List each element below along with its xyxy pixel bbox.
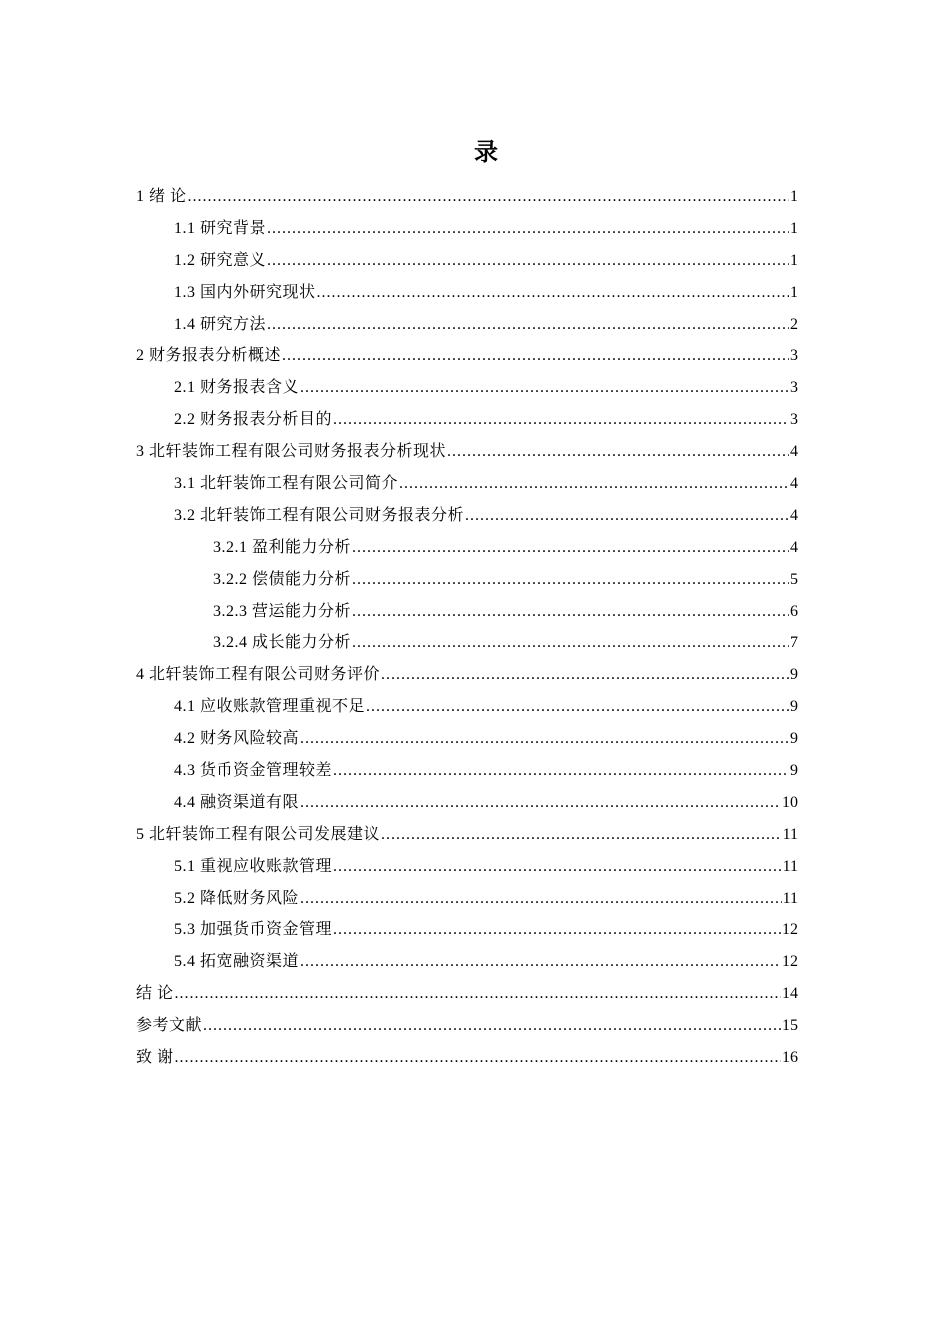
toc-entry[interactable] [136,309,798,341]
toc-entry-page-number: 3 [790,347,798,365]
toc-entry[interactable] [136,691,798,723]
toc-entry[interactable] [136,532,798,564]
page-title: 录 [474,138,498,166]
toc-entry[interactable] [136,819,798,851]
dot-leader [300,787,781,819]
dot-leader [300,883,782,915]
toc-entry-label: 1 绪 论 [136,188,187,205]
toc-entry-page-number: 9 [790,730,798,748]
toc-entry-page-number: 1 [790,283,798,301]
dot-leader [282,340,789,372]
toc-entry-label: 3.2.2 偿债能力分析 [213,570,352,588]
dot-leader [333,914,781,946]
toc-entry-page-number: 12 [782,953,798,971]
toc-entry-label: 参考文献 [136,1017,203,1035]
toc-entry-page-number: 4 [790,538,798,556]
toc-entry-page-number: 9 [790,698,798,716]
toc-entry[interactable] [136,245,798,277]
toc-entry-label: 2.1 财务报表含义 [174,379,300,397]
dot-leader [175,978,781,1010]
toc-entry-page-number: 1 [790,251,798,269]
toc-entry[interactable] [136,468,798,500]
dot-leader [188,181,789,213]
toc-entry-page-number: 5 [790,570,798,588]
toc-entry-page-number: 11 [782,857,798,875]
toc-entry[interactable] [136,340,798,372]
toc-entry[interactable] [136,1010,798,1042]
toc-entry[interactable] [136,914,798,946]
toc-entry-page-number: 11 [782,889,798,907]
toc-entry[interactable] [136,564,798,596]
toc-entry-label: 4.3 货币资金管理较差 [174,762,333,780]
toc-entry-label: 3.2 北轩装饰工程有限公司财务报表分析 [174,506,465,524]
dot-leader [300,723,789,755]
dot-leader [381,819,782,851]
dot-leader [381,659,789,691]
dot-leader [352,532,789,564]
table-of-contents [136,181,798,1074]
toc-entry-page-number: 4 [790,506,798,524]
dot-leader [447,436,789,468]
toc-entry[interactable] [136,787,798,819]
toc-entry[interactable] [136,946,798,978]
toc-entry-page-number: 14 [782,985,798,1003]
toc-entry-label: 4.4 融资渠道有限 [174,793,300,811]
toc-entry-label: 4 北轩装饰工程有限公司财务评价 [136,666,381,684]
toc-entry-page-number: 9 [790,762,798,780]
dot-leader [399,468,789,500]
toc-entry-page-number: 3 [790,379,798,397]
toc-entry-label: 5.3 加强货币资金管理 [174,921,333,939]
toc-entry-label: 3 北轩装饰工程有限公司财务报表分析现状 [136,443,447,461]
toc-entry-label: 3.2.1 盈利能力分析 [213,538,352,556]
toc-entry-label: 5.4 拓宽融资渠道 [174,953,300,971]
toc-entry-label: 4.2 财务风险较高 [174,730,300,748]
toc-entry-label: 1.3 国内外研究现状 [174,283,316,301]
toc-entry-page-number: 9 [790,666,798,684]
toc-entry-page-number: 2 [790,315,798,333]
toc-entry-page-number: 10 [782,793,798,811]
toc-entry[interactable] [136,1042,798,1074]
dot-leader [333,404,789,436]
dot-leader [352,596,789,628]
toc-entry-label: 2.2 财务报表分析目的 [174,411,333,429]
dot-leader [203,1010,781,1042]
toc-entry-page-number: 11 [782,825,798,843]
toc-entry-label: 致 谢 [136,1049,174,1067]
toc-entry-page-number: 1 [790,219,798,237]
toc-entry[interactable] [136,596,798,628]
toc-entry-page-number: 3 [790,411,798,429]
toc-entry-label: 5.1 重视应收账款管理 [174,857,333,875]
toc-entry-page-number: 6 [790,602,798,620]
dot-leader [175,1042,781,1074]
dot-leader [267,309,789,341]
toc-entry-label: 1.2 研究意义 [174,251,267,269]
toc-entry[interactable] [136,372,798,404]
toc-entry[interactable] [136,436,798,468]
toc-entry[interactable] [136,723,798,755]
toc-entry[interactable] [136,755,798,787]
toc-entry[interactable] [136,277,798,309]
toc-entry-label: 5 北轩装饰工程有限公司发展建议 [136,825,381,843]
toc-entry-label: 3.2.4 成长能力分析 [213,634,352,652]
toc-entry-page-number: 4 [790,443,798,461]
dot-leader [267,245,789,277]
toc-entry-label: 3.2.3 营运能力分析 [213,602,352,620]
dot-leader [317,277,789,309]
toc-entry-label: 1.1 研究背景 [174,219,267,237]
toc-entry-label: 5.2 降低财务风险 [174,889,300,907]
toc-entry[interactable] [136,500,798,532]
toc-entry[interactable] [136,627,798,659]
dot-leader [333,755,789,787]
dot-leader [465,500,789,532]
toc-entry-page-number: 1 [790,188,798,205]
toc-entry[interactable] [136,659,798,691]
toc-entry-label: 3.1 北轩装饰工程有限公司简介 [174,475,399,493]
toc-entry[interactable] [136,883,798,915]
toc-entry-page-number: 16 [782,1049,798,1067]
toc-entry[interactable] [136,181,798,213]
toc-entry-label: 结 论 [136,985,174,1003]
dot-leader [300,946,781,978]
dot-leader [352,627,789,659]
toc-entry-label: 4.1 应收账款管理重视不足 [174,698,366,716]
toc-entry-label: 1.4 研究方法 [174,315,267,333]
toc-entry[interactable] [136,851,798,883]
toc-entry-label: 2 财务报表分析概述 [136,347,282,365]
dot-leader [333,851,782,883]
toc-entry[interactable] [136,404,798,436]
toc-entry[interactable] [136,213,798,245]
dot-leader [267,213,789,245]
dot-leader [366,691,789,723]
toc-entry-page-number: 4 [790,475,798,493]
toc-entry[interactable] [136,978,798,1010]
dot-leader [300,372,789,404]
toc-entry-page-number: 7 [790,634,798,652]
dot-leader [352,564,789,596]
toc-entry-page-number: 12 [782,921,798,939]
toc-entry-page-number: 15 [782,1017,798,1035]
